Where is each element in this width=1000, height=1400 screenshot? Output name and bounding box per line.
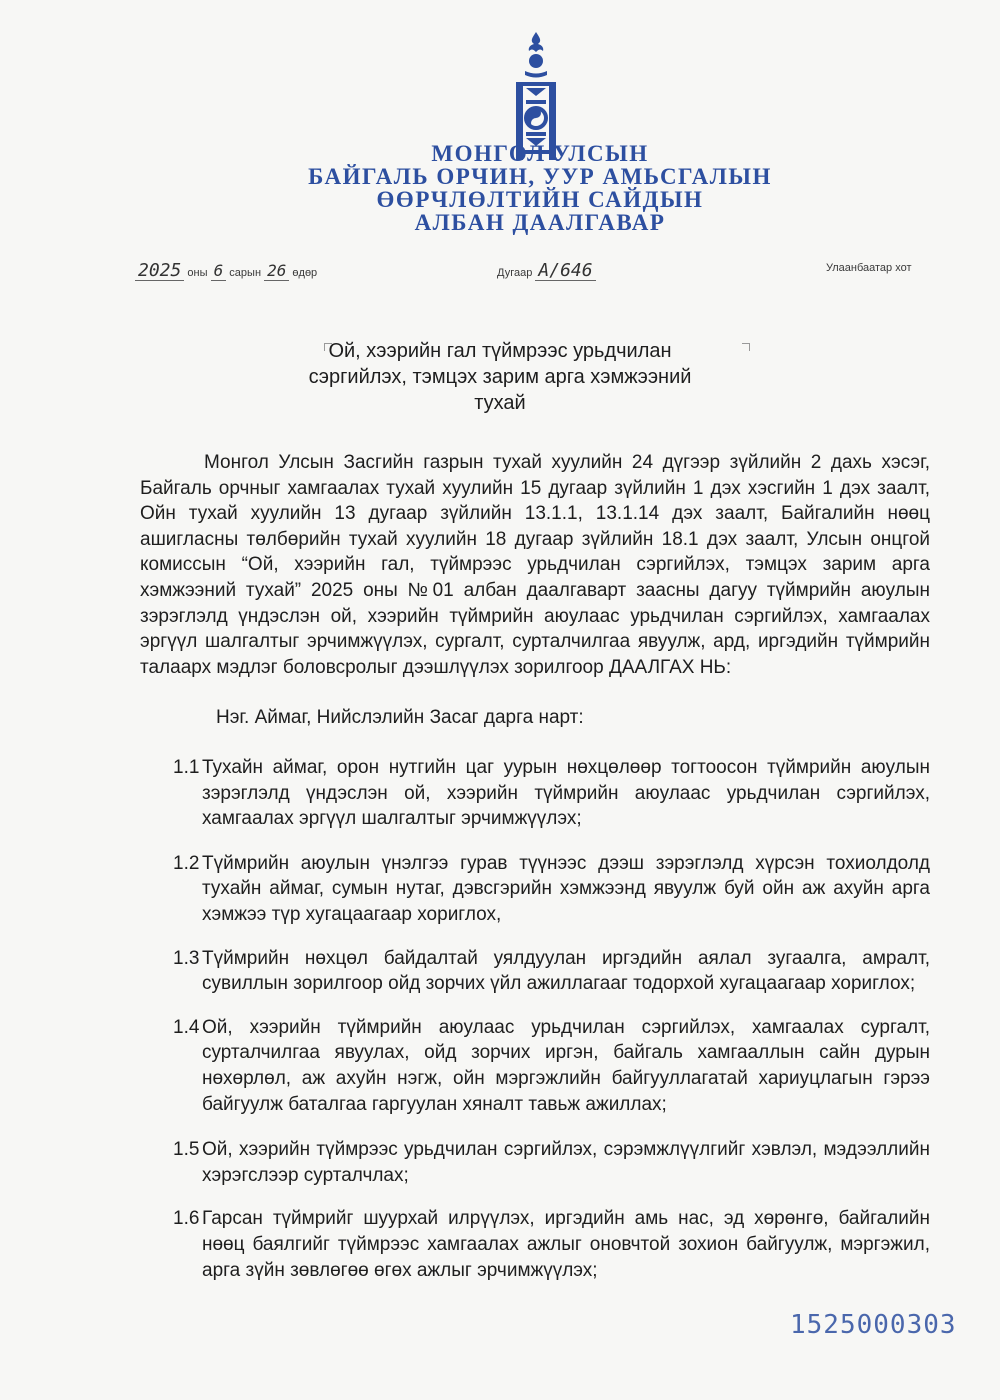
list-item [140,1137,930,1188]
item-text: Гарсан түймрийг шуурхай илрүүлэх, иргэдийн амь нас, эд хөрөнгө, байгалийн нөөц баялгийг түймрээс хамгаалах ажлыг оновчтой зохион байгуулж, мэргэжил, арга зүйн зөвлөгөө өгөх ажлыг эрчимжүүлэх; [202,1208,930,1281]
number-value: А/646 [535,262,595,281]
item-text: Тухайн аймаг, орон нутгийн цаг уурын нөхцөлөөр тогтоосон түймрийн аюулын зэрэглэлд үндэслэн ой, хээрийн түймрийн аюулаас урьдчилан сэргийлэх, хамгаалах эргүүл шалгалтыг эрчимжүүлэх; [202,757,930,830]
item-number: 1.5 [173,1139,200,1161]
ministry-header [290,142,790,234]
preamble-paragraph: Монгол Улсын Засгийн газрын тухай хуулийн 24 дүгээр зүйлийн 2 дахь хэсэг, Байгаль орчныг хамгаалах тухай хуулийн 15 дугаар зүйлийн 1 дэх хэсгийн 1 дэх заалт, Ойн тухай хуулийн 13 дугаар зүйлийн 13.1.1, 13.1.14 дэх заалт, Байгалийн нөөц ашигласны төлбөрийн тухай хуулийн 18 дугаар зүйлийн 18.1 дэх заалт, Улсын онцгой комиссын “Ой, хээрийн гал, түймрээс урьдчилан сэргийлэх, тэмцэх зарим арга хэмжээний тухай” 2025 оны №01 албан даалгаварт заасны дагуу түймрийн аюулын зэрэглэлд үндэслэн ой, хээрийн түймрийн аюулаас урьдчилан сэргийлэх, хамгаалах эргүүл шалгалтыг эрчимжүүлэх, сургалт, сурталчилгаа явуулж, ард, иргэдийн түймрийн талаарх мэдлэг боловсролыг дээшлүүлэх зорилгоор ДААЛГАХ НЬ: [140,452,930,678]
item-text: Түймрийн нөхцөл байдалтай уялдуулан иргэдийн аялал зугаалга, амралт, сувиллын зорилгоор ойд зорчих үйл ажиллагааг тодорхой хугацаагаар хориглох; [202,947,930,995]
title-line-3: тухай [474,392,526,414]
document-title [250,338,750,416]
list-item [140,946,930,997]
document-number [497,262,596,281]
item-text: Ой, хээрийн түймрийн аюулаас урьдчилан сэргийлэх, хамгаалах сургалт, сурталчилгаа явуулах, ойд зорчих иргэн, байгаль хамгааллын сайн дурын нөхөрлөл, аж ахуйн нэгж, ойн мэргэжлийн байгууллагатай хариуцлагын гэрээ байгуулж баталгаа гаргуулан хяналт тавьж ажиллах; [202,1016,930,1115]
header-line-1: МОНГОЛ УЛСЫН [431,141,649,166]
item-text: Ой, хээрийн түймрээс урьдчилан сэргийлэх, сэрэмжлүүлгийг хэвлэл, мэдээллийн хэрэгслээр сурталчлах; [202,1139,930,1186]
document-date [135,262,317,281]
date-year: 2025 [135,262,184,281]
number-label: Дугаар [497,267,533,279]
preamble-section [140,450,930,680]
item-number: 1.1 [173,757,200,778]
date-day-suffix: өдөр [292,267,318,279]
date-day: 26 [264,262,289,281]
item-number: 1.2 [173,852,200,874]
list-item [140,851,930,928]
registration-stamp-number: 1525000303 [790,1310,957,1340]
date-year-suffix: оны [187,267,208,279]
item-number: 1.3 [173,947,200,969]
item-text: Түймрийн аюулын үнэлгээ гурав түүнээс дээш зэрэглэлд хүрсэн тохиолдолд тухайн аймаг, сумын нутаг, дэвсгэрийн хэмжээнд явуулж буй ойн аж ахуйн арга хэмжээ түр хугацаагаар хориглох, [202,852,930,925]
header-line-4: АЛБАН ДААЛГАВАР [414,210,666,235]
list-item [140,1015,930,1117]
list-item [140,1206,930,1283]
header-line-3: ӨӨРЧЛӨЛТИЙН САЙДЫН [376,187,704,212]
section-one-heading: Нэг. Аймаг, Нийслэлийн Засаг дарга нарт: [216,707,584,728]
title-line-1: Ой, хээрийн гал түймрээс урьдчилан [328,340,672,362]
item-number: 1.4 [173,1016,200,1038]
directive-list [140,755,930,1303]
header-line-2: БАЙГАЛЬ ОРЧИН, УУР АМЬСГАЛЫН [308,164,772,189]
date-month-suffix: сарын [229,267,262,279]
item-number: 1.6 [173,1208,200,1230]
title-line-2: сэргийлэх, тэмцэх зарим арга хэмжээний [308,366,692,388]
document-city: Улаанбаатар хот [826,262,912,274]
date-month: 6 [211,262,227,281]
list-item [140,755,930,832]
